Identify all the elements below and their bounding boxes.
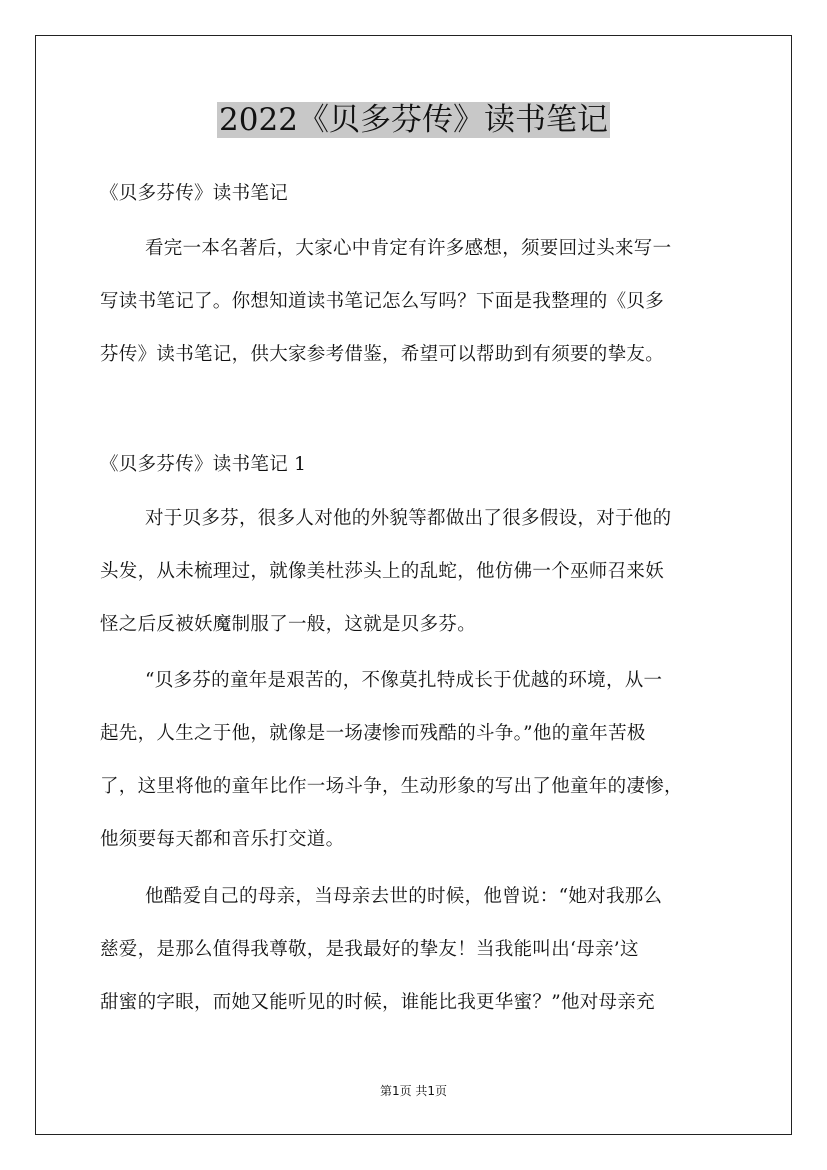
- document-title-text: 2022《贝多芬传》读书笔记: [219, 102, 608, 138]
- text-line: 甜蜜的字眼，而她又能听见的时候，谁能比我更华蜜？”他对母亲充: [100, 992, 655, 1013]
- text-line: 了，这里将他的童年比作一场斗争，生动形象的写出了他童年的凄惨，: [100, 776, 683, 797]
- text-line: 怪之后反被妖魔制服了一般，这就是贝多芬。: [100, 614, 477, 635]
- text-line: 慈爱，是那么值得我尊敬，是我最好的挚友！当我能叫出‘母亲’这: [100, 939, 639, 960]
- text-line: 对于贝多芬，很多人对他的外貌等都做出了很多假设，对于他的: [145, 508, 672, 529]
- section-heading: 《贝多芬传》读书笔记 1: [100, 454, 307, 475]
- text-line: 起先，人生之于他，就像是一场凄惨而残酷的斗争。”他的童年苦极: [100, 723, 646, 744]
- document-subtitle: 《贝多芬传》读书笔记: [100, 183, 289, 204]
- text-line: 他酷爱自己的母亲，当母亲去世的时候，他曾说：“她对我那么: [145, 886, 663, 907]
- text-line: 头发，从未梳理过，就像美杜莎头上的乱蛇，他仿佛一个巫师召来妖: [100, 561, 665, 582]
- intro-paragraph: [100, 222, 730, 381]
- page-number-footer: 第1页 共1页: [379, 1084, 448, 1098]
- document-title: [0, 98, 827, 142]
- text-line: 芬传》读书笔记，供大家参考借鉴，希望可以帮助到有须要的挚友。: [100, 344, 665, 365]
- text-line: 他须要每天都和音乐打交道。: [100, 829, 345, 850]
- paragraph-3: [100, 870, 730, 1029]
- paragraph-2: [100, 654, 730, 866]
- text-line: 写读书笔记了。你想知道读书笔记怎么写吗？下面是我整理的《贝多: [100, 291, 665, 312]
- paragraph-1: [100, 492, 730, 651]
- text-line: “贝多芬的童年是艰苦的，不像莫扎特成长于优越的环境，从一: [145, 670, 663, 691]
- text-line: 看完一本名著后，大家心中肯定有许多感想，须要回过头来写一: [145, 238, 672, 259]
